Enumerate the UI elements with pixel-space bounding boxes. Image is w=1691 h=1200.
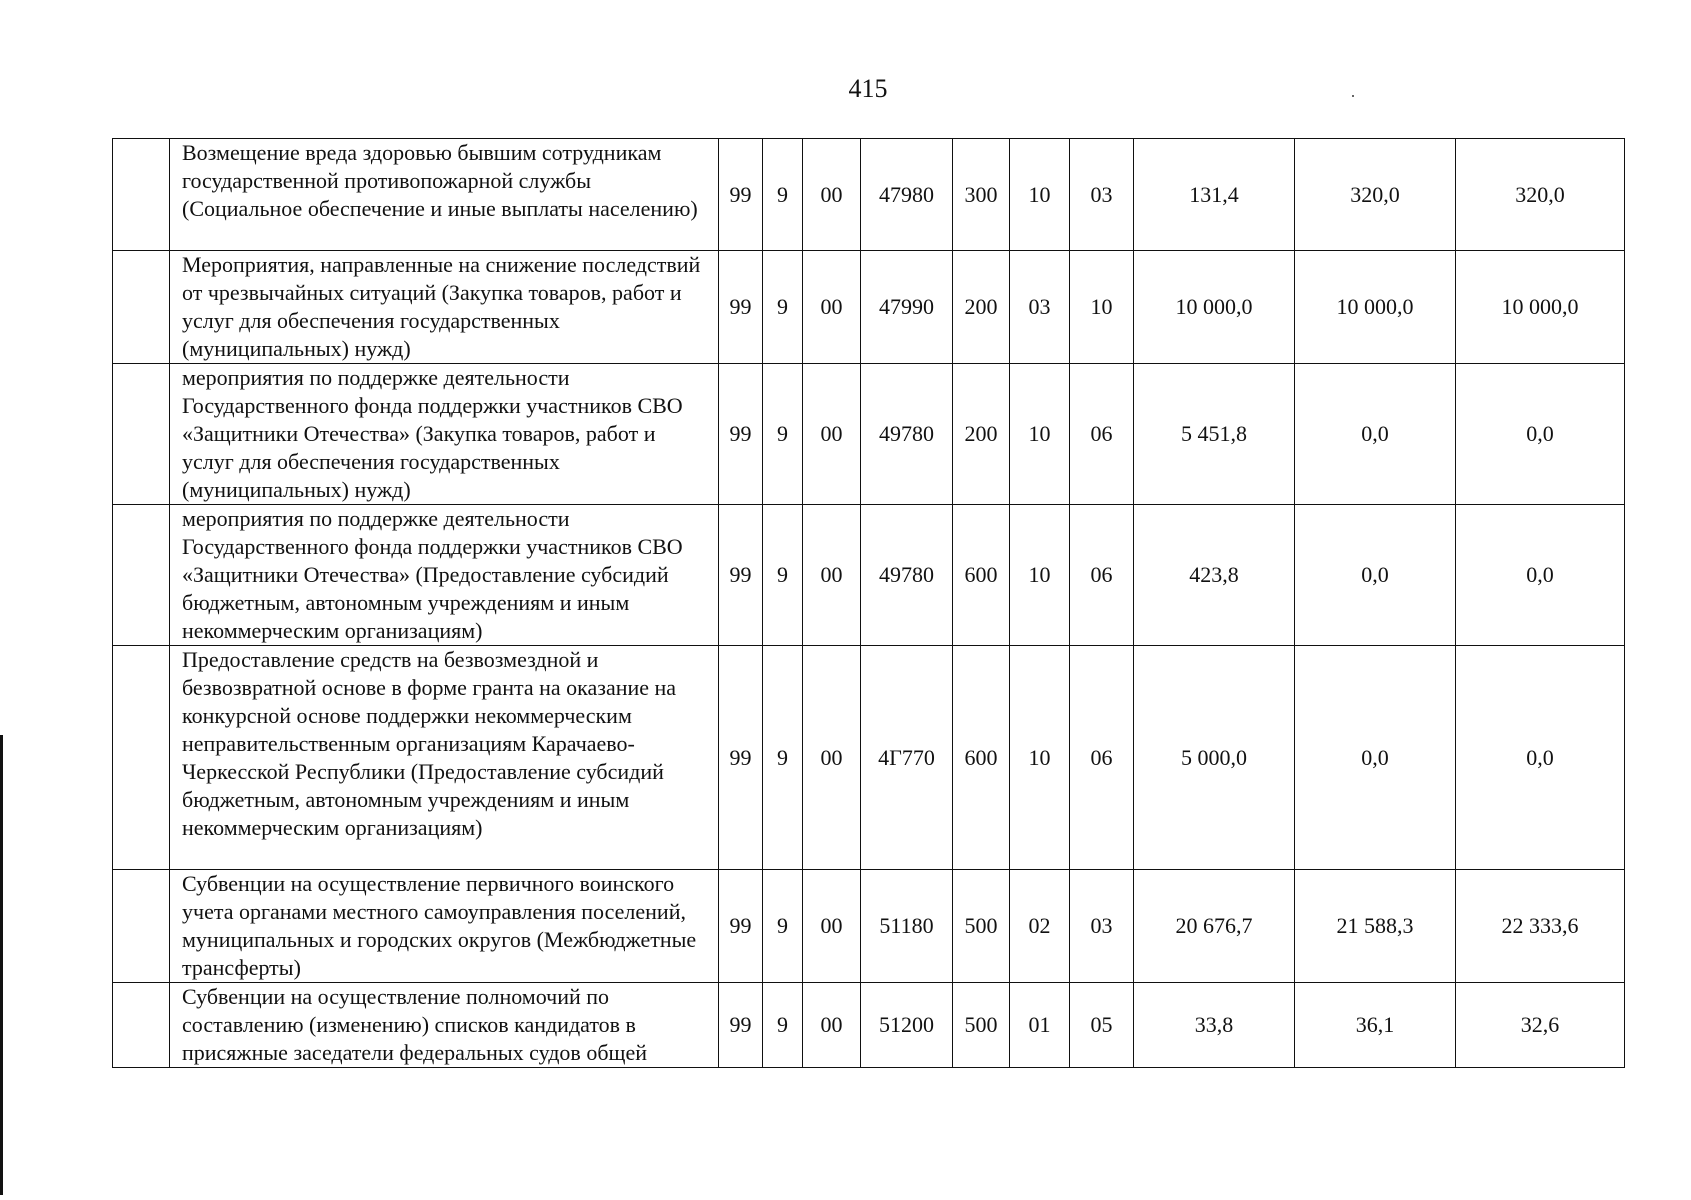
subsection-code-cell: 06 xyxy=(1070,364,1134,505)
amount-year-1-cell: 131,4 xyxy=(1134,139,1295,251)
subsection-code-cell: 10 xyxy=(1070,251,1134,364)
amount-year-1-cell: 20 676,7 xyxy=(1134,870,1295,983)
amount-year-1-cell: 10 000,0 xyxy=(1134,251,1295,364)
amount-year-2-cell: 10 000,0 xyxy=(1295,251,1456,364)
subprogram-code-cell: 9 xyxy=(763,646,803,870)
amount-year-1-cell: 423,8 xyxy=(1134,505,1295,646)
direction-code-cell: 51180 xyxy=(861,870,953,983)
expense-type-cell: 600 xyxy=(953,646,1010,870)
amount-year-2-cell: 320,0 xyxy=(1295,139,1456,251)
subsection-code-cell: 05 xyxy=(1070,983,1134,1068)
row-number-cell xyxy=(113,364,170,505)
table-row xyxy=(113,364,1625,505)
subprogram-code-cell: 9 xyxy=(763,983,803,1068)
direction-code-cell: 47990 xyxy=(861,251,953,364)
description-cell: мероприятия по поддержке деятельности Государственного фонда поддержки участников СВО «Защитники Отечества» (Предоставление субсидий бюджетным, автономным учреждениям и иным некоммерческим организациям) xyxy=(170,505,719,646)
section-code-cell: 10 xyxy=(1010,364,1070,505)
row-number-cell xyxy=(113,983,170,1068)
description-cell: Мероприятия, направленные на снижение последствий от чрезвычайных ситуаций (Закупка товаров, работ и услуг для обеспечения государственных (муниципальных) нужд) xyxy=(170,251,719,364)
table-row xyxy=(113,251,1625,364)
row-number-cell xyxy=(113,870,170,983)
program-code-cell: 99 xyxy=(719,505,763,646)
expense-type-cell: 200 xyxy=(953,364,1010,505)
subprogram-code-cell: 9 xyxy=(763,364,803,505)
amount-year-3-cell: 32,6 xyxy=(1456,983,1625,1068)
description-cell: Предоставление средств на безвозмездной и безвозвратной основе в форме гранта на оказание на конкурсной основе поддержки некоммерческим неправительственным организациям Карачаево-Черкесской Республики (Предоставление субсидий бюджетным, автономным учреждениям и иным некоммерческим организациям) xyxy=(170,646,719,870)
direction-code-cell: 47980 xyxy=(861,139,953,251)
subsection-code-cell: 06 xyxy=(1070,646,1134,870)
main-event-code-cell: 00 xyxy=(803,364,861,505)
amount-year-2-cell: 0,0 xyxy=(1295,364,1456,505)
expense-type-cell: 500 xyxy=(953,983,1010,1068)
table-row xyxy=(113,983,1625,1068)
description-cell: Субвенции на осуществление первичного воинского учета органами местного самоуправления поселений, муниципальных и городских округов (Межбюджетные трансферты) xyxy=(170,870,719,983)
table-row xyxy=(113,646,1625,870)
subsection-code-cell: 03 xyxy=(1070,139,1134,251)
main-event-code-cell: 00 xyxy=(803,870,861,983)
main-event-code-cell: 00 xyxy=(803,251,861,364)
amount-year-3-cell: 22 333,6 xyxy=(1456,870,1625,983)
program-code-cell: 99 xyxy=(719,983,763,1068)
description-cell: Возмещение вреда здоровью бывшим сотрудникам государственной противопожарной службы (Социальное обеспечение и иные выплаты населению) xyxy=(170,139,719,251)
amount-year-3-cell: 0,0 xyxy=(1456,505,1625,646)
subprogram-code-cell: 9 xyxy=(763,505,803,646)
amount-year-2-cell: 0,0 xyxy=(1295,505,1456,646)
section-code-cell: 03 xyxy=(1010,251,1070,364)
amount-year-3-cell: 0,0 xyxy=(1456,646,1625,870)
amount-year-2-cell: 0,0 xyxy=(1295,646,1456,870)
main-event-code-cell: 00 xyxy=(803,983,861,1068)
expense-type-cell: 300 xyxy=(953,139,1010,251)
section-code-cell: 10 xyxy=(1010,505,1070,646)
row-number-cell xyxy=(113,251,170,364)
main-event-code-cell: 00 xyxy=(803,139,861,251)
amount-year-1-cell: 33,8 xyxy=(1134,983,1295,1068)
page-number: 415 xyxy=(848,74,888,103)
subprogram-code-cell: 9 xyxy=(763,870,803,983)
program-code-cell: 99 xyxy=(719,870,763,983)
program-code-cell: 99 xyxy=(719,139,763,251)
section-code-cell: 01 xyxy=(1010,983,1070,1068)
table-row xyxy=(113,870,1625,983)
section-code-cell: 10 xyxy=(1010,139,1070,251)
main-event-code-cell: 00 xyxy=(803,646,861,870)
direction-code-cell: 49780 xyxy=(861,505,953,646)
expense-type-cell: 200 xyxy=(953,251,1010,364)
direction-code-cell: 51200 xyxy=(861,983,953,1068)
section-code-cell: 10 xyxy=(1010,646,1070,870)
direction-code-cell: 4Г770 xyxy=(861,646,953,870)
description-cell: Субвенции на осуществление полномочий по составлению (изменению) списков кандидатов в присяжные заседатели федеральных судов общей xyxy=(170,983,719,1068)
amount-year-3-cell: 0,0 xyxy=(1456,364,1625,505)
scan-binding-line xyxy=(0,735,3,1195)
table-row xyxy=(113,139,1625,251)
amount-year-3-cell: 320,0 xyxy=(1456,139,1625,251)
subprogram-code-cell: 9 xyxy=(763,251,803,364)
subsection-code-cell: 03 xyxy=(1070,870,1134,983)
amount-year-2-cell: 36,1 xyxy=(1295,983,1456,1068)
budget-table xyxy=(112,138,1625,1068)
amount-year-2-cell: 21 588,3 xyxy=(1295,870,1456,983)
row-number-cell xyxy=(113,646,170,870)
section-code-cell: 02 xyxy=(1010,870,1070,983)
program-code-cell: 99 xyxy=(719,251,763,364)
direction-code-cell: 49780 xyxy=(861,364,953,505)
subsection-code-cell: 06 xyxy=(1070,505,1134,646)
program-code-cell: 99 xyxy=(719,364,763,505)
amount-year-1-cell: 5 451,8 xyxy=(1134,364,1295,505)
row-number-cell xyxy=(113,139,170,251)
amount-year-3-cell: 10 000,0 xyxy=(1456,251,1625,364)
amount-year-1-cell: 5 000,0 xyxy=(1134,646,1295,870)
subprogram-code-cell: 9 xyxy=(763,139,803,251)
expense-type-cell: 600 xyxy=(953,505,1010,646)
program-code-cell: 99 xyxy=(719,646,763,870)
table-row xyxy=(113,505,1625,646)
main-event-code-cell: 00 xyxy=(803,505,861,646)
budget-table-body xyxy=(113,139,1625,1068)
row-number-cell xyxy=(113,505,170,646)
description-cell: мероприятия по поддержке деятельности Государственного фонда поддержки участников СВО «Защитники Отечества» (Закупка товаров, работ и услуг для обеспечения государственных (муниципальных) нужд) xyxy=(170,364,719,505)
scan-speck xyxy=(1352,95,1354,97)
expense-type-cell: 500 xyxy=(953,870,1010,983)
